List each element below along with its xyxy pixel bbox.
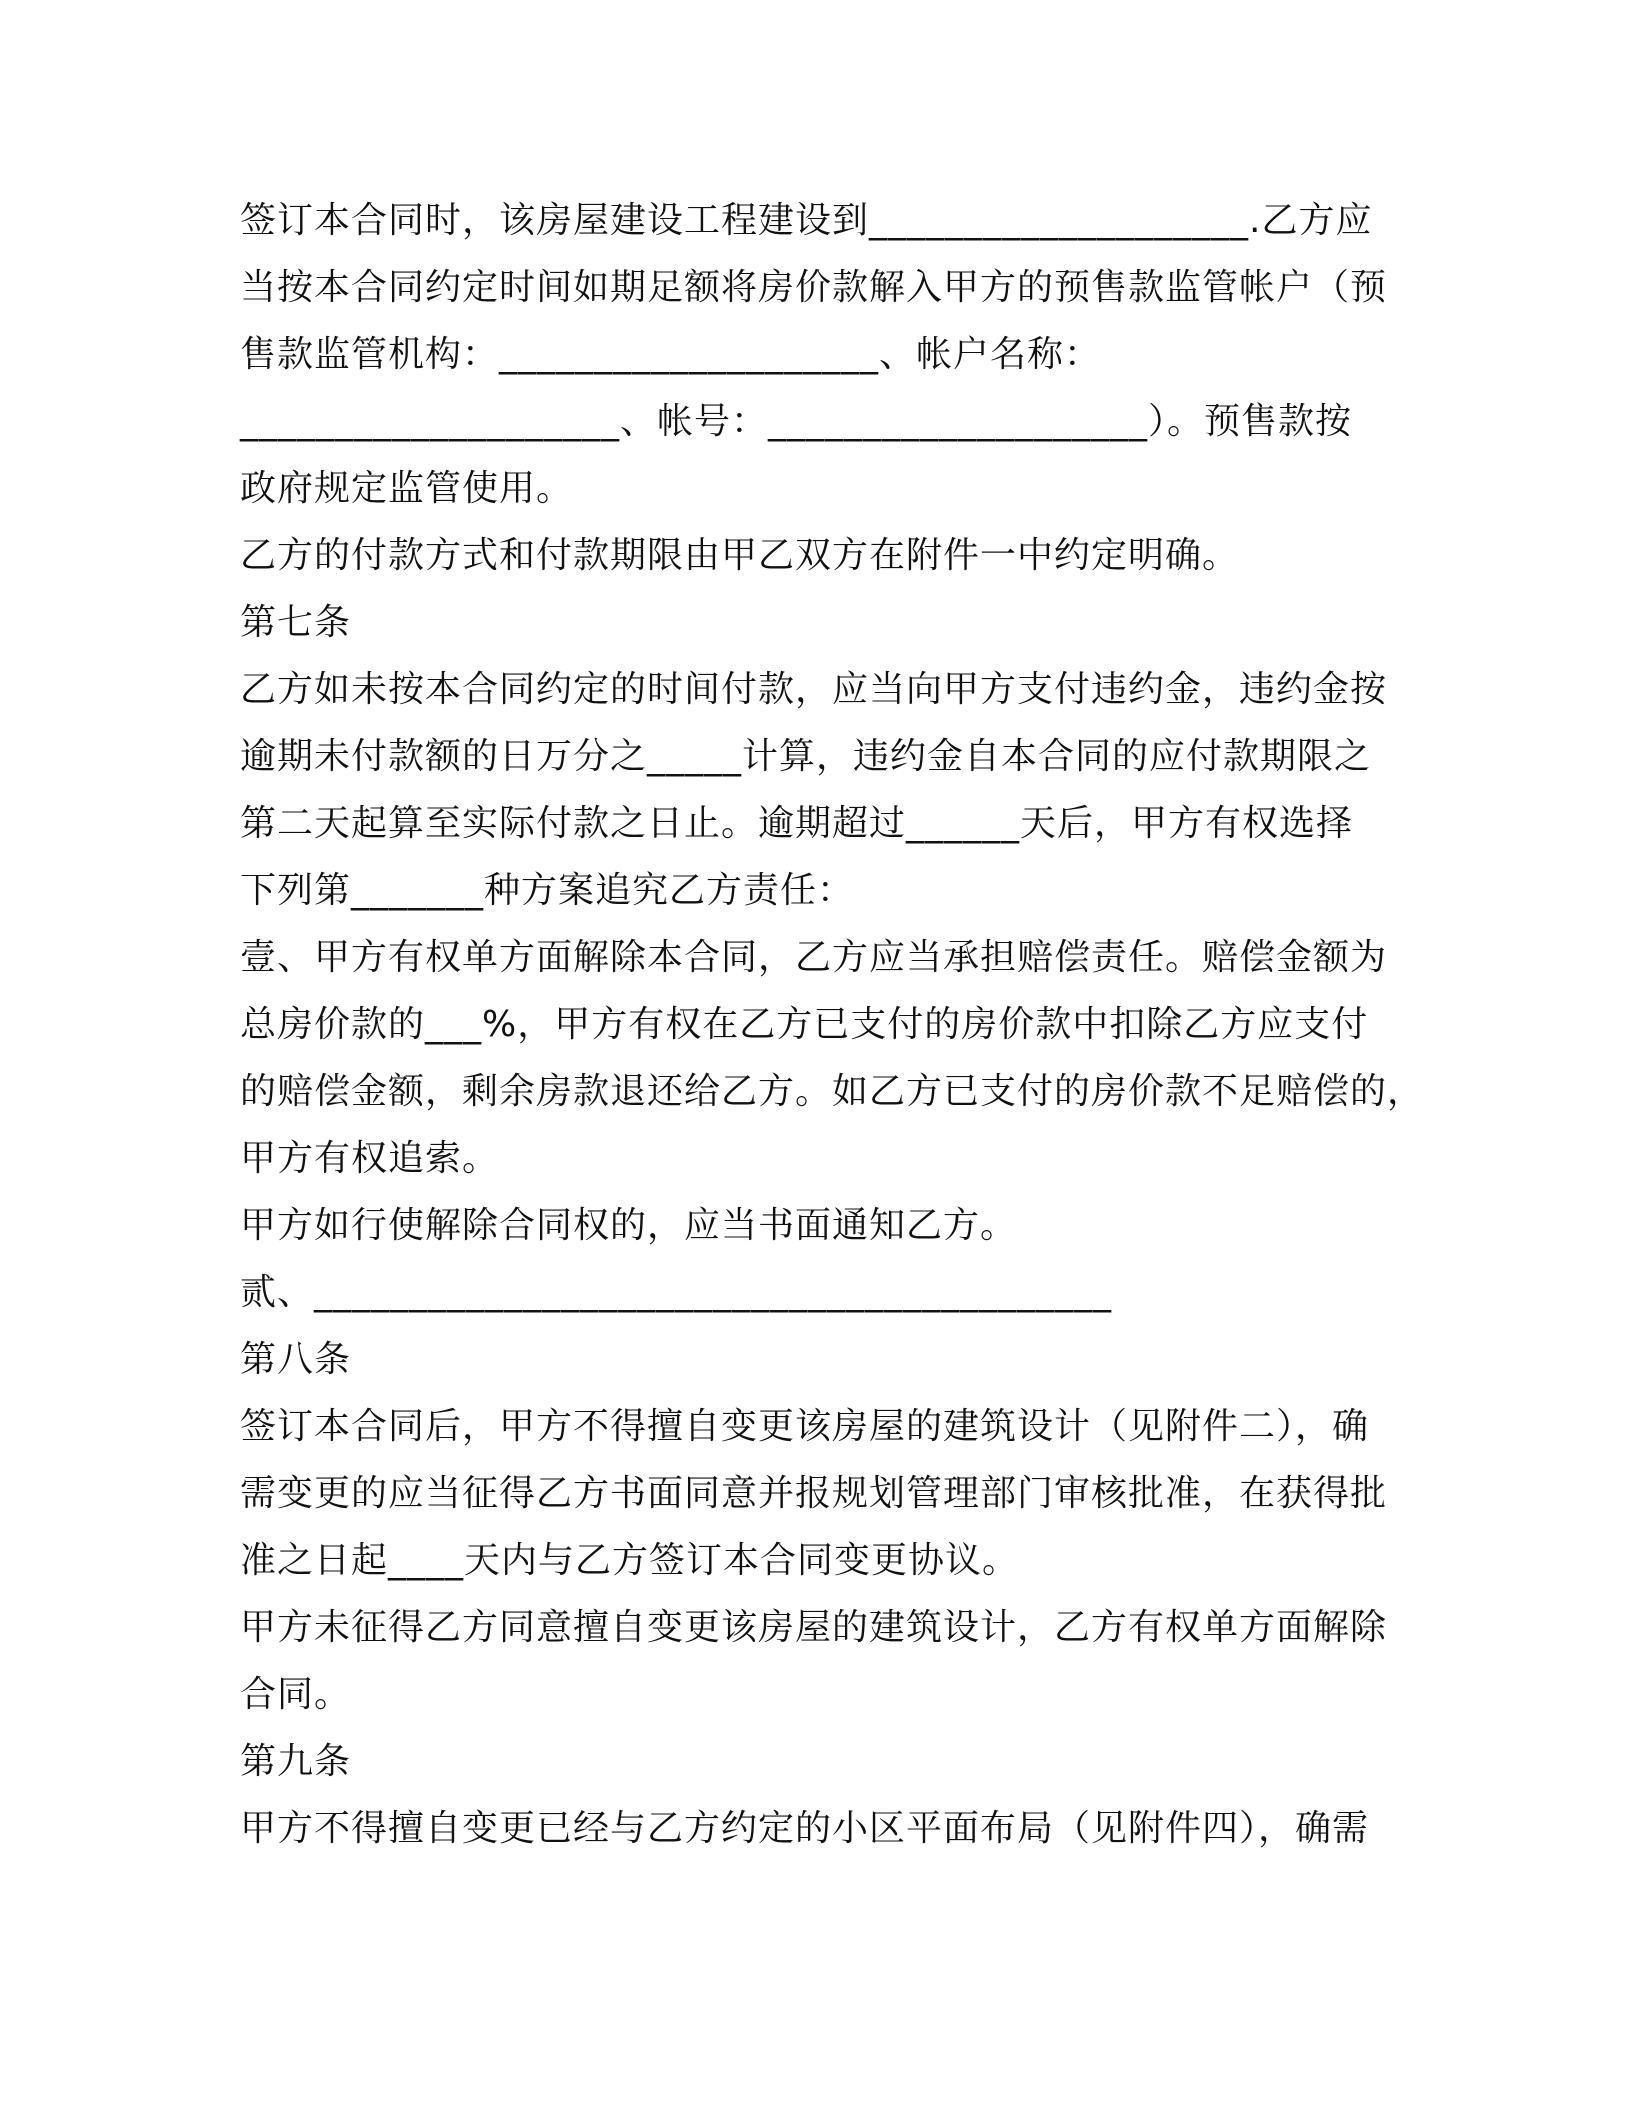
text-line: 总房价款的___%，甲方有权在乙方已支付的房价款中扣除乙方应支付	[240, 1004, 1369, 1045]
text-line: 甲方有权追索。	[240, 1138, 500, 1179]
text-line: 合同。	[240, 1674, 352, 1715]
text-line: 当按本合同约定时间如期足额将房价款解入甲方的预售款监管帐户（预	[240, 267, 1388, 308]
text-line: 准之日起____天内与乙方签订本合同变更协议。	[240, 1540, 1020, 1581]
text-line: 甲方如行使解除合同权的，应当书面通知乙方。	[240, 1205, 1018, 1246]
article-heading: 第八条	[240, 1339, 352, 1380]
text-line: 需变更的应当征得乙方书面同意并报规划管理部门审核批准，在获得批	[240, 1473, 1388, 1514]
text-line: 乙方如未按本合同约定的时间付款，应当向甲方支付违约金，违约金按	[240, 669, 1388, 710]
text-line: 下列第_______种方案追究乙方责任：	[240, 870, 855, 911]
text-line: 甲方未征得乙方同意擅自变更该房屋的建筑设计，乙方有权单方面解除	[240, 1607, 1388, 1648]
text-line: 的赔偿金额，剩余房款退还给乙方。如乙方已支付的房价款不足赔偿的，	[240, 1071, 1425, 1112]
text-line: 壹、甲方有权单方面解除本合同，乙方应当承担赔偿责任。赔偿金额为	[240, 937, 1388, 978]
text-line: 政府规定监管使用。	[240, 468, 574, 509]
article-heading: 第九条	[240, 1741, 352, 1782]
text-line: ____________________、帐号：____________________）。预售款按	[240, 401, 1353, 442]
article-heading: 第七条	[240, 602, 352, 643]
text-line: 售款监管机构：____________________、帐户名称：	[240, 334, 1102, 375]
text-line: 签订本合同时，该房屋建设工程建设到____________________.乙方应	[240, 200, 1373, 241]
contract-body	[240, 187, 1425, 1862]
text-line: 签订本合同后，甲方不得擅自变更该房屋的建筑设计（见附件二），确	[240, 1406, 1370, 1447]
text-line: 贰、__________________________________________	[240, 1272, 1112, 1313]
text-line: 逾期未付款额的日万分之_____计算，违约金自本合同的应付款期限之	[240, 736, 1372, 777]
text-line: 甲方不得擅自变更已经与乙方约定的小区平面布局（见附件四），确需	[240, 1808, 1370, 1849]
text-line: 乙方的付款方式和付款期限由甲乙双方在附件一中约定明确。	[240, 535, 1240, 576]
text-line: 第二天起算至实际付款之日止。逾期超过______天后，甲方有权选择	[240, 803, 1354, 844]
